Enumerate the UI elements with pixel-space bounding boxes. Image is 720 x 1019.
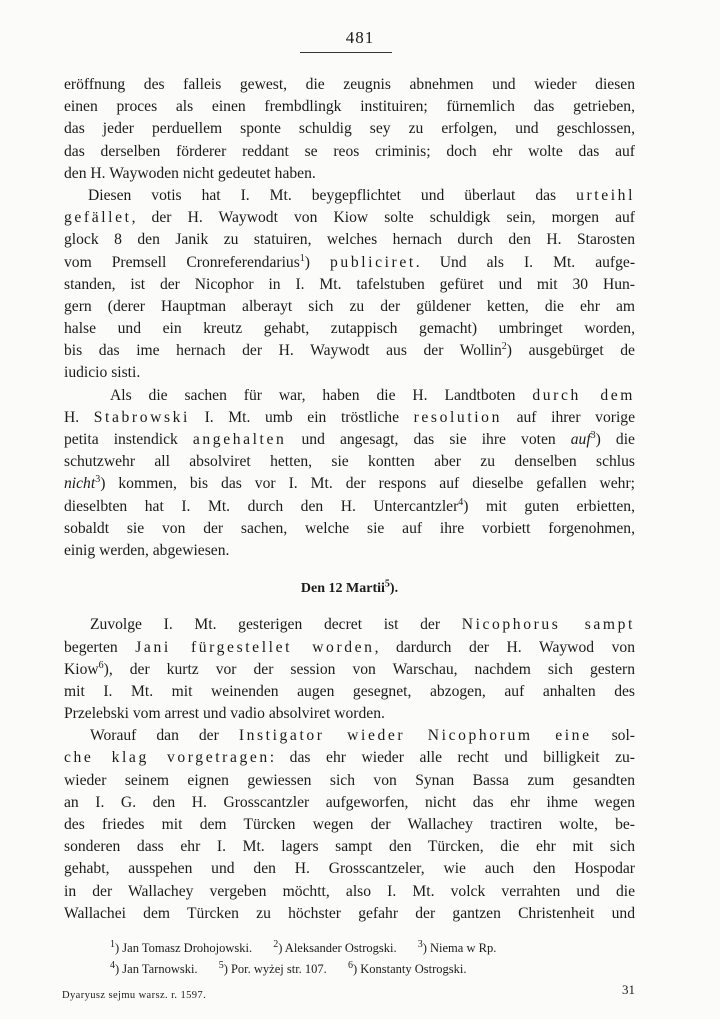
text-run: ) mit guten erbietten, [463, 497, 635, 515]
footnote [348, 959, 467, 980]
spaced-text: urteihl [576, 186, 635, 204]
text-line: das jeder perduellem sponte schuldig sey zu erfolgen, und geschlossen, [64, 120, 635, 138]
footnote-text: ) Jan Tomasz Drohojowski. [115, 941, 253, 955]
text-run: ), der kurtz vor der session von Warschau, nachdem sich gestern [103, 660, 635, 678]
text-line [64, 747, 635, 769]
footnote [418, 938, 497, 959]
footnote-row [110, 959, 630, 980]
text-run: bis das ime hernach der H. Waywodt aus der Wollin [64, 342, 502, 360]
paragraph-3 [64, 385, 635, 563]
text-line [64, 473, 635, 495]
text-line: halse und ein kreutz gehabt, zutappisch gemacht) umbringet worden, [64, 320, 635, 338]
spaced-text: Instigator wieder Nicophorum eine [238, 727, 592, 745]
text-line: in der Wallachey vergeben möchtt, also I. Mt. volck verrahten und die [64, 882, 635, 900]
footnote-ref: 2 [501, 341, 507, 353]
text-line [64, 207, 635, 229]
text-run: : das ehr wieder alle recht und billigkeit zu- [269, 749, 635, 767]
footnote-number: 1 [110, 938, 115, 950]
text-run: ) ausgebürget de [506, 342, 635, 360]
text-run: auf ihrer vorige [501, 408, 635, 426]
text-line: gern (derer Hauptman alberayt sich zu der güldener ketten, die ehr am [64, 297, 635, 315]
text-run: I. Mt. umb ein tröstliche [189, 408, 414, 426]
text-line: standen, ist der Nicophor in I. Mt. tafelstuben gefüret und mit 30 Hun- [64, 275, 635, 293]
text-line [64, 496, 635, 518]
paragraph-1 [64, 74, 635, 185]
text-line [64, 429, 635, 451]
text-line: glock 8 den Janik zu statuiren, welches hernach durch den H. Starosten [64, 231, 635, 249]
footnote-number: 5 [218, 959, 224, 971]
footnote-number: 4 [110, 959, 115, 971]
text-line: gehabt, ausspehen und den H. Grosscantzeler, wie auch den Hospodar [64, 860, 635, 878]
text-line [64, 385, 635, 407]
footnote-ref: 4 [458, 496, 464, 508]
spaced-text: che klag vorgetragen [64, 749, 270, 767]
sheet-number: 31 [622, 982, 635, 997]
footnote-text: ) Konstanty Ostrogski. [352, 962, 467, 976]
footnote-text: ) Por. wyżej str. 107. [223, 962, 327, 976]
text-run: Diesen votis hat I. Mt. beygepflichtet und überlaut das [88, 186, 577, 204]
footnote [273, 938, 396, 959]
text-line: mit I. Mt. mit weinenden augen gesegnet, abzogen, auf anhalten des [64, 682, 635, 700]
text-run: H. [64, 408, 94, 426]
footnotes [110, 938, 630, 980]
heading-close: ). [389, 581, 399, 597]
text-line: sonderen dass ehr I. Mt. lagers sampt den Türcken, die ehr mit sich [64, 838, 635, 856]
text-run: und angesagt, das sie ihre voten [286, 431, 571, 448]
footnote-text: ) Aleksander Ostrogski. [278, 941, 397, 955]
text-line: einen proces als einen frembdlingk instituiren; fürnemlich das getrieben, [64, 98, 635, 116]
text-line: an I. G. den H. Grosscantzler aufgeworfen, nicht das ehr ihme wegen [64, 793, 635, 811]
text-run: ) kommen, bis das vor I. Mt. der respons auf dieselbe gefallen wehr; [100, 475, 635, 493]
text-run: . Und als I. Mt. aufge- [415, 253, 636, 271]
footnote-ref: 1 [299, 252, 305, 264]
italic-text: nicht [64, 475, 96, 493]
text-line: den H. Waywoden nicht gedeutet haben. [64, 164, 316, 182]
footnote-number: 3 [417, 938, 423, 950]
text-line: wieder seinem eignen gewiessen sich von Synan Bassa zum gesandten [64, 771, 635, 789]
text-line [64, 614, 635, 636]
footnote-ref: 3 [95, 474, 101, 486]
signature-mark: Dyaryusz sejmu warsz. r. 1597. [62, 990, 207, 1001]
text-line: Wallachei dem Türcken zu höchster gefahr der gantzen Christenheit und [64, 904, 635, 922]
footnote [110, 938, 252, 959]
text-line: schutzwehr all absolviret hetten, sie kontten aber zu denselben schlus [64, 453, 635, 471]
spaced-text: gefället [64, 209, 132, 227]
text-run: sol- [591, 727, 636, 745]
text-line: eröffnung des falleis gewest, die zeugnis abnehmen und wieder diesen [64, 76, 635, 93]
text-line [64, 407, 635, 429]
text-run: , der H. Waywodt von Kiow solte schuldigk sein, morgen auf [131, 209, 635, 227]
spaced-text: resolution [413, 408, 502, 426]
text-run: begerten [64, 638, 136, 656]
text-run: Kiow [64, 660, 99, 678]
text-line [64, 340, 635, 362]
body-text [64, 74, 635, 925]
text-line [64, 659, 635, 681]
text-line: sobaldt sie von der sachen, welche sie auf ihre vorbiett forgenohmen, [64, 519, 635, 537]
text-line [64, 252, 635, 274]
footnote [219, 959, 327, 980]
spaced-text: publiciret [330, 253, 416, 271]
text-run: Zuvolge I. Mt. gesterigen decret ist der [90, 616, 462, 634]
text-run: vom Premsell Cronreferendarius [64, 253, 300, 271]
text-run: petita instendick [64, 431, 193, 448]
spaced-text: Stabrowski [93, 408, 190, 426]
text-run: , dardurch der H. Waywod von [374, 638, 636, 656]
footnote-text: ) Niema w Rp. [422, 941, 497, 955]
text-run: ) [304, 253, 331, 271]
spaced-text: Nicophorus sampt [461, 616, 635, 634]
footnote-ref: 3 [590, 429, 596, 441]
text-run: Worauf dan der [90, 727, 239, 745]
italic-text: auf [570, 431, 591, 448]
spaced-text: angehalten [192, 431, 287, 448]
footnote-ref: 5 [384, 578, 390, 590]
paragraph-2 [64, 185, 635, 385]
footnote-text: ) Jan Tarnowski. [115, 962, 198, 976]
footnote-row [110, 938, 630, 959]
text-line [64, 185, 635, 207]
text-line: iudicio sisti. [64, 364, 141, 382]
text-line: das derselben förderer reddant se reos criminis; doch ehr wolte das auf [64, 142, 635, 160]
text-line [64, 725, 635, 747]
text-line: einig werden, abgewiesen. [64, 541, 230, 559]
page-number: 481 [345, 28, 375, 47]
page-number-rule [300, 52, 392, 53]
section-heading [64, 578, 635, 600]
text-line [64, 637, 635, 659]
spaced-text: Jani fürgestellet worden [135, 638, 375, 656]
text-line: des friedes mit dem Türcken wegen der Wallachey tractiren wolte, be- [64, 816, 635, 833]
text-run: dieselbten hat I. Mt. durch den H. Untercantzler [64, 497, 459, 515]
text-run: ) die [595, 431, 635, 448]
paragraph-5 [64, 725, 635, 925]
footnote-number: 2 [273, 938, 279, 950]
footnote-ref: 6 [98, 659, 104, 671]
heading-text: Den 12 Martii [300, 581, 385, 597]
text-run: Als die sachen für war, haben die H. Landtboten [110, 386, 533, 404]
paragraph-4 [64, 614, 635, 725]
footnote [110, 959, 198, 980]
footnote-number: 6 [347, 959, 353, 971]
text-line: Przelebski vom arrest und vadio absolviret worden. [64, 705, 385, 723]
spaced-text: durch dem [532, 386, 635, 404]
